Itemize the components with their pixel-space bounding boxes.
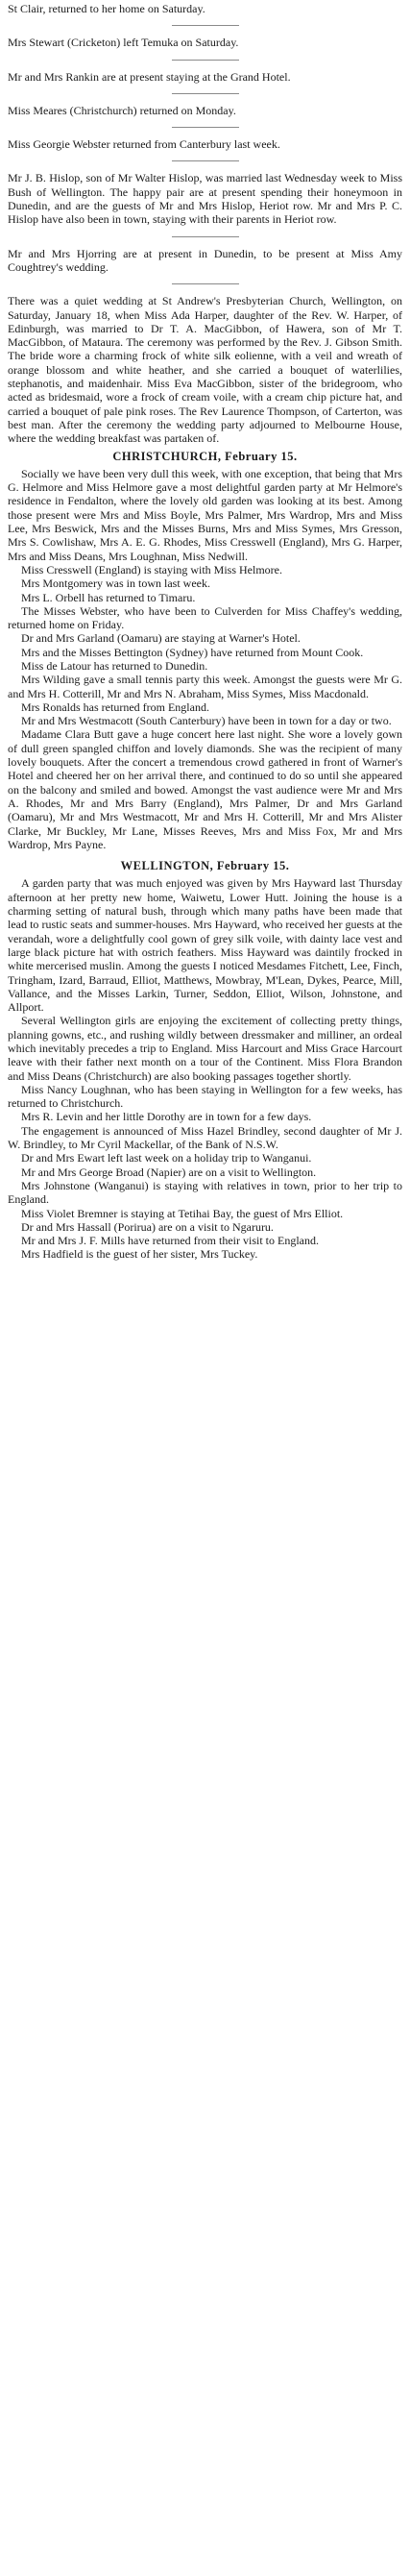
paragraph: Dr and Mrs Garland (Oamaru) are staying at Warner's Hotel. bbox=[21, 631, 301, 646]
divider bbox=[172, 60, 239, 61]
notice-rankin: Mr and Mrs Rankin are at present staying at the Grand Hotel. bbox=[8, 69, 291, 84]
section-heading-christchurch: CHRISTCHURCH, February 15. bbox=[112, 449, 298, 463]
paragraph: Socially we have been very dull this week, with one exception, that being that Mrs G. Helmore and Miss Helmore gave a most delightful garden party at Mr Helmore's residence in Fendalton, where the lovely old garden was looking at its best. Among those present were Mrs and Miss Boyle, Mrs Palmer, Mrs Wardrop, Mrs and Miss Lee, Mrs Beswick, Mrs and the Misses Burns, Mrs and Miss Symes, Mrs Gresson, Mrs S. Cowlishaw, Mrs A. E. G. Rhodes, Miss Cresswell (England), Mrs G. Harper, Mrs and Miss Deans, Mrs Loughnan, Miss Nedwill. bbox=[8, 466, 402, 563]
paragraph: Miss de Latour has returned to Dunedin. bbox=[21, 658, 208, 673]
notice-webster: Miss Georgie Webster returned from Canterbury last week. bbox=[8, 137, 280, 152]
paragraph: The Misses Webster, who have been to Culverden for Miss Chaffey's wedding, returned home on Friday. bbox=[8, 603, 402, 632]
paragraph: Madame Clara Butt gave a huge concert here last night. She wore a lovely gown of dull green spangled chiffon and lovely diamonds. She was the recipient of many lovely bouquets. After the concert a tremendous crowd gathered in front of Warner's Hotel and cheered her on her arrival there, and continued to do so until she appeared on the balcony and smiled and bowed. Amongst the vast audience were Mr and Mrs A. Rhodes, Mr and Mrs Barry (England), Mrs Palmer, Dr and Mrs Garland (Oamaru), Mr and Mrs Westmacott, Mr and Mrs H. Cotterill, Mr and Mrs Alister Clarke, Mr Buckley, Mr Lane, Misses Reeves, Mrs and Miss Fox, Mr and Mrs Wardrop, Mrs Payne. bbox=[8, 727, 402, 851]
notice-hislop: Mr J. B. Hislop, son of Mr Walter Hislop, was married last Wednesday week to Miss Bush of Wellington. The happy pair are at present spending their honeymoon in Dunedin, and are the guests of Mr and Mrs Hislop, Heriot row. Mr and Mrs P. C. Hislop have also been in town, staying with their parents in Heriot row. bbox=[8, 171, 402, 227]
divider bbox=[172, 25, 239, 26]
paragraph: Miss Violet Bremner is staying at Tetihai Bay, the guest of Mrs Elliot. bbox=[21, 1206, 344, 1220]
paragraph: Miss Nancy Loughnan, who has been staying in Wellington for a few weeks, has returned to Christchurch. bbox=[8, 1082, 402, 1111]
notice-meares: Miss Meares (Christchurch) returned on Monday. bbox=[8, 103, 236, 117]
paragraph: Dr and Mrs Hassall (Porirua) are on a visit to Ngaruru. bbox=[21, 1219, 274, 1234]
paragraph: A garden party that was much enjoyed was given by Mrs Hayward last Thursday afternoon at her pretty new home, Waiwetu, Lower Hutt. Joining the house is a charming setting of natural bush, through which many paths have been made that lead to rustic seats and summer-houses. Mrs Hayward, who received her guests at the verandah, wore a delightfully cool gown of grey silk voile, with dainty lace vest and large black picture hat with ostrich feathers. Miss Hayward was daintily frocked in white mercerised muslin. Among the guests I noticed Mesdames Fitchett, Lee, Finch, Tringham, Izard, Barraud, Elliot, Matthews, Mowbray, M'Lean, Dykes, Pearce, Mill, Vallance, and the Misses Larkin, Turner, Seddon, Elliot, Wilson, Johnstone, and Allport. bbox=[8, 876, 402, 1015]
paragraph: Mrs L. Orbell has returned to Timaru. bbox=[21, 590, 196, 604]
divider bbox=[172, 93, 239, 94]
paragraph: Mrs and the Misses Bettington (Sydney) have returned from Mount Cook. bbox=[21, 645, 364, 659]
paragraph: Mrs Montgomery was in town last week. bbox=[21, 577, 210, 591]
paragraph: Mrs Ronalds has returned from England. bbox=[21, 699, 209, 714]
paragraph: Mr and Mrs George Broad (Napier) are on a visit to Wellington. bbox=[21, 1165, 317, 1179]
wellington-section bbox=[8, 876, 402, 1261]
divider bbox=[172, 127, 239, 128]
paragraph: Dr and Mrs Ewart left last week on a holiday trip to Wanganui. bbox=[21, 1151, 312, 1165]
newspaper-column bbox=[8, 0, 402, 1262]
christchurch-section bbox=[8, 467, 402, 851]
paragraph: Mrs Hadfield is the guest of her sister, Mrs Tuckey. bbox=[21, 1247, 258, 1262]
paragraph: The engagement is announced of Miss Hazel Brindley, second daughter of Mr J. W. Brindley, to Mr Cyril Mackellar, of the Bank of N.S.W. bbox=[8, 1123, 402, 1152]
divider bbox=[172, 236, 239, 237]
paragraph: Mr and Mrs Westmacott (South Canterbury) have been in town for a day or two. bbox=[21, 714, 392, 728]
notice-hjorring: Mr and Mrs Hjorring are at present in Dunedin, to be present at Miss Amy Coughtrey's wedding. bbox=[8, 246, 402, 274]
paragraph: Several Wellington girls are enjoying the excitement of collecting pretty things, planning gowns, etc., and rushing wildly between dressmaker and milliner, an ordeal which inevitably precedes a trip to England. Miss Harcourt and Miss Grace Harcourt leave with their father next month on a tour of the Continent. Miss Flora Brandon and Miss Deans (Christchurch) are also booking passages together shortly. bbox=[8, 1014, 402, 1083]
paragraph: Mrs Wilding gave a small tennis party this week. Amongst the guests were Mr G. and Mrs H. Cotterill, Mr and Mrs N. Abraham, Miss Symes, Miss Macdonald. bbox=[8, 673, 402, 700]
paragraph: Miss Cresswell (England) is staying with Miss Helmore. bbox=[21, 562, 282, 577]
paragraph: Mrs R. Levin and her little Dorothy are in town for a few days. bbox=[21, 1110, 312, 1124]
divider bbox=[172, 283, 239, 284]
notice-mrs-stewart: Mrs Stewart (Cricketon) left Temuka on Saturday. bbox=[8, 36, 239, 50]
paragraph: Mrs Johnstone (Wanganui) is staying with relatives in town, prior to her trip to England. bbox=[8, 1178, 402, 1207]
notice-st-clair: St Clair, returned to her home on Saturday. bbox=[8, 2, 205, 15]
section-heading-wellington: WELLINGTON, February 15. bbox=[120, 859, 290, 873]
notice-wedding: There was a quiet wedding at St Andrew's Presbyterian Church, Wellington, on Saturday, January 18, when Miss Ada Harper, daughter of the Rev. W. Harper, of Edinburgh, was married to Dr T. A. MacGibbon, of Hawera, son of Mr T. MacGibbon, of Mataura. The ceremony was performed by the Rev. J. Gibson Smith. The bride wore a charming frock of white silk eolienne, with a veil and wreath of orange blossom and white heather, and she carried a bouquet of waterlilies, stephanotis, and maidenhair. Miss Eva MacGibbon, sister of the bridegroom, who acted as bridesmaid, wore a frock of cream voile, with a cream chip picture hat, and carried a bouquet of pale pink roses. The Rev Laurence Thompson, of Carterton, was best man. After the ceremony the wedding party adjourned to Melbourne House, where the wedding breakfast was partaken of. bbox=[8, 294, 402, 446]
paragraph: Mr and Mrs J. F. Mills have returned from their visit to England. bbox=[21, 1234, 319, 1248]
divider bbox=[172, 160, 239, 161]
